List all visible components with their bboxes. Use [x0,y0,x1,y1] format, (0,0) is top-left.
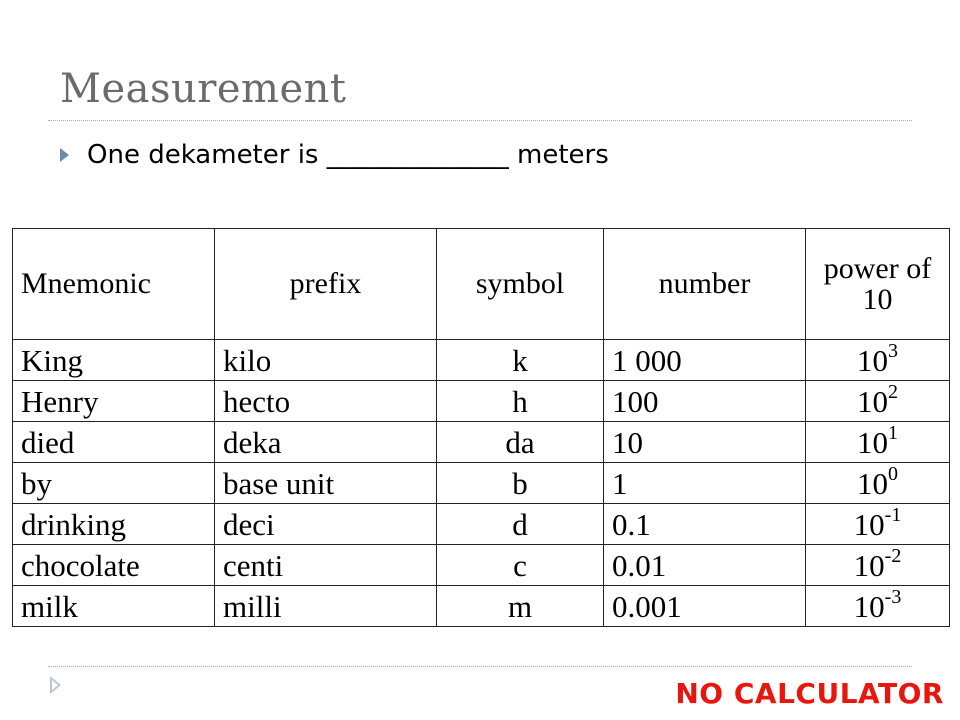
power-base: 10 [857,383,888,419]
footer-arrow-icon [50,676,61,694]
table-row [13,586,950,627]
power-base: 10 [853,547,885,583]
table-row [13,381,950,422]
power-exponent: -2 [884,544,902,567]
cell-prefix: hecto [215,381,437,422]
header-mnemonic: Mnemonic [13,229,215,340]
cell-number: 10 [604,422,806,463]
power-exponent: 3 [888,339,898,362]
cell-symbol: m [437,586,604,627]
table-row [13,463,950,504]
cell-prefix: kilo [215,340,437,381]
header-prefix: prefix [215,229,437,340]
table-row [13,545,950,586]
cell-power [806,463,950,504]
header-symbol: symbol [437,229,604,340]
cell-number: 0.01 [604,545,806,586]
cell-symbol: h [437,381,604,422]
power-exponent: -1 [884,503,902,526]
cell-prefix: deci [215,504,437,545]
cell-power [806,504,950,545]
cell-mnemonic: King [13,340,215,381]
bullet-arrow-icon [60,148,69,162]
bullet-item [60,140,609,170]
power-base: 10 [857,465,888,501]
no-calculator-note: NO CALCULATOR [675,677,944,710]
title-divider [48,120,912,121]
cell-mnemonic: died [13,422,215,463]
cell-power [806,545,950,586]
cell-power [806,340,950,381]
power-base: 10 [857,424,888,460]
table-row [13,340,950,381]
cell-number: 1 000 [604,340,806,381]
power-exponent: 2 [888,380,898,403]
cell-symbol: k [437,340,604,381]
cell-symbol: b [437,463,604,504]
cell-mnemonic: drinking [13,504,215,545]
power-base: 10 [853,506,885,542]
slide-title: Measurement [60,66,347,112]
cell-power [806,422,950,463]
cell-prefix: centi [215,545,437,586]
cell-prefix: base unit [215,463,437,504]
table-row [13,422,950,463]
cell-power [806,586,950,627]
cell-symbol: d [437,504,604,545]
cell-symbol: c [437,545,604,586]
cell-mnemonic: chocolate [13,545,215,586]
header-power-of-10: power of 10 [806,229,950,340]
cell-number: 100 [604,381,806,422]
metric-prefix-table [12,228,950,627]
cell-mnemonic: Henry [13,381,215,422]
cell-number: 0.1 [604,504,806,545]
power-base: 10 [857,342,888,378]
table-header-row [13,229,950,340]
cell-number: 0.001 [604,586,806,627]
header-number: number [604,229,806,340]
cell-mnemonic: milk [13,586,215,627]
cell-number: 1 [604,463,806,504]
cell-power [806,381,950,422]
power-exponent: 1 [888,421,898,444]
bullet-text: One dekameter is ______________ meters [87,140,609,170]
table-row [13,504,950,545]
power-base: 10 [853,588,885,624]
power-exponent: 0 [888,462,898,485]
footer-divider [48,666,912,667]
power-exponent: -3 [884,585,902,608]
cell-symbol: da [437,422,604,463]
cell-mnemonic: by [13,463,215,504]
cell-prefix: milli [215,586,437,627]
cell-prefix: deka [215,422,437,463]
